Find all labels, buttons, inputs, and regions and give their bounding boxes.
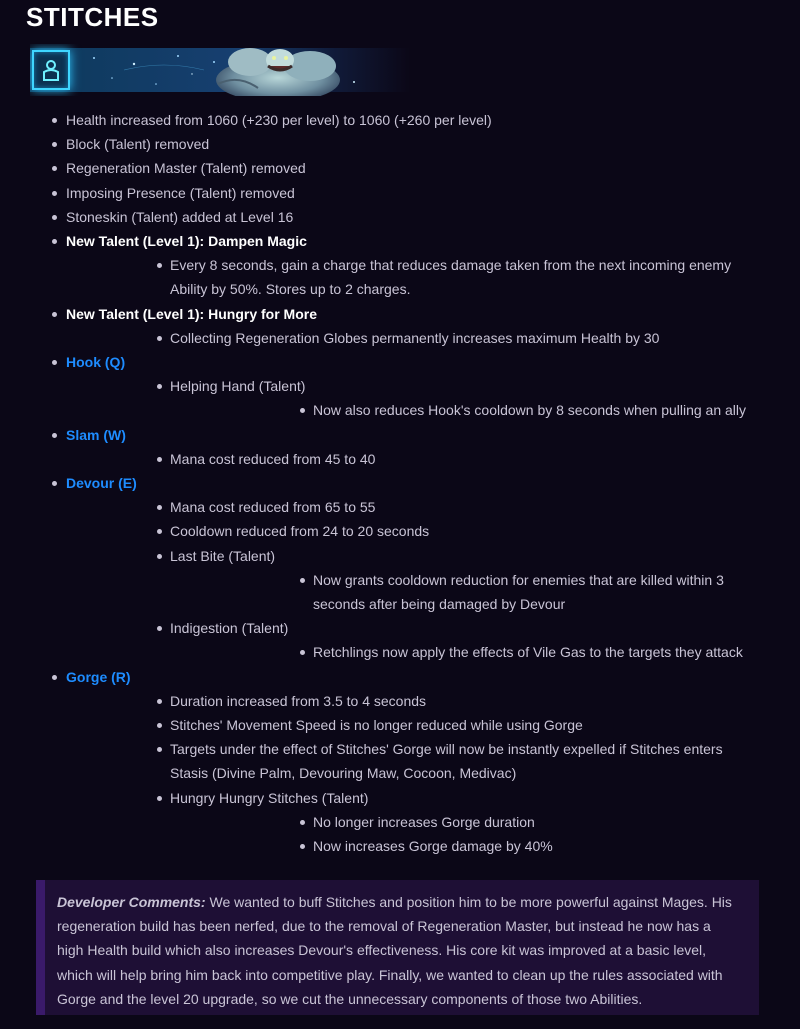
list-item: Imposing Presence (Talent) removed [0,181,800,205]
list-item: Cooldown reduced from 24 to 20 seconds [66,519,800,543]
list-item: Stitches' Movement Speed is no longer reduced while using Gorge [66,713,800,737]
developer-comments-label: Developer Comments: [57,894,206,910]
list-item: Last Bite (Talent) Now grants cooldown reduction for enemies that are killed within 3 seconds after being damaged by Devour [66,544,800,617]
ability-slam: Slam (W) Mana cost reduced from 45 to 40 [0,423,800,471]
list-item: Now grants cooldown reduction for enemies that are killed within 3 seconds after being damaged by Devour [170,568,800,616]
person-icon [42,59,60,81]
patch-notes [0,108,800,858]
developer-comments [36,880,759,1015]
change-list [0,108,800,858]
list-item: Health increased from 1060 (+230 per level) to 1060 (+260 per level) [0,108,800,132]
ability-devour: Devour (E) Mana cost reduced from 65 to 55 Cooldown reduced from 24 to 20 seconds Last Bite (Talent) Now grants cooldown reduction for enemies that are killed within 3 seconds after being damaged by Devour Indigestion (Talent) Retchlings now apply the effects of Vile Gas to the targets they attack [0,471,800,665]
ability-gorge: Gorge (R) Duration increased from 3.5 to 4 seconds Stitches' Movement Speed is no longer reduced while using Gorge Targets under the effect of Stitches' Gorge will now be instantly expelled if Stitches enters Stasis (Divine Palm, Devouring Maw, Cocoon, Medivac) Hungry Hungry Stitches (Talent) No longer increases Gorge duration Now increases Gorge damage by 40% [0,665,800,859]
list-item: No longer increases Gorge duration [170,810,800,834]
list-item: Now also reduces Hook's cooldown by 8 seconds when pulling an ally [170,398,800,422]
hero-banner [30,44,410,96]
developer-comments-text: We wanted to buff Stitches and position him to be more powerful against Mages. His regeneration build has been nerfed, due to the removal of Regeneration Master, but instead he now has a high Health build which also increases Devour's effectiveness. His core kit was improved at a basic level, which will help bring him back into competitive play. Finally, we wanted to clean up the rules associated with Gorge and the level 20 upgrade, so we cut the unnecessary components of those two Abilities. [57,894,732,1007]
list-item: Retchlings now apply the effects of Vile Gas to the targets they attack [170,640,800,664]
list-item: Stoneskin (Talent) added at Level 16 [0,205,800,229]
stitches-portrait-icon [198,44,358,96]
talent-hungry-for-more: New Talent (Level 1): Hungry for More Collecting Regeneration Globes permanently increases maximum Health by 30 [0,302,800,350]
list-item: Block (Talent) removed [0,132,800,156]
list-item: Targets under the effect of Stitches' Gorge will now be instantly expelled if Stitches enters Stasis (Divine Palm, Devouring Maw, Cocoon, Medivac) [66,737,800,785]
page-title: STITCHES [26,2,159,32]
list-item: Hungry Hungry Stitches (Talent) No longer increases Gorge duration Now increases Gorge damage by 40% [66,786,800,859]
list-item: Duration increased from 3.5 to 4 seconds [66,689,800,713]
tank-role-icon [32,50,70,90]
ability-hook: Hook (Q) Helping Hand (Talent) Now also reduces Hook's cooldown by 8 seconds when pulling an ally [0,350,800,423]
list-item: Now increases Gorge damage by 40% [170,834,800,858]
list-item: Indigestion (Talent) Retchlings now apply the effects of Vile Gas to the targets they attack [66,616,800,664]
talent-dampen-magic: New Talent (Level 1): Dampen Magic Every 8 seconds, gain a charge that reduces damage taken from the next incoming enemy Ability by 50%. Stores up to 2 charges. [0,229,800,302]
list-item: Helping Hand (Talent) Now also reduces Hook's cooldown by 8 seconds when pulling an ally [66,374,800,422]
list-item: Mana cost reduced from 45 to 40 [66,447,800,471]
list-item: Collecting Regeneration Globes permanently increases maximum Health by 30 [66,326,800,350]
list-item: Every 8 seconds, gain a charge that reduces damage taken from the next incoming enemy Ability by 50%. Stores up to 2 charges. [66,253,800,301]
list-item: Mana cost reduced from 65 to 55 [66,495,800,519]
list-item: Regeneration Master (Talent) removed [0,156,800,180]
